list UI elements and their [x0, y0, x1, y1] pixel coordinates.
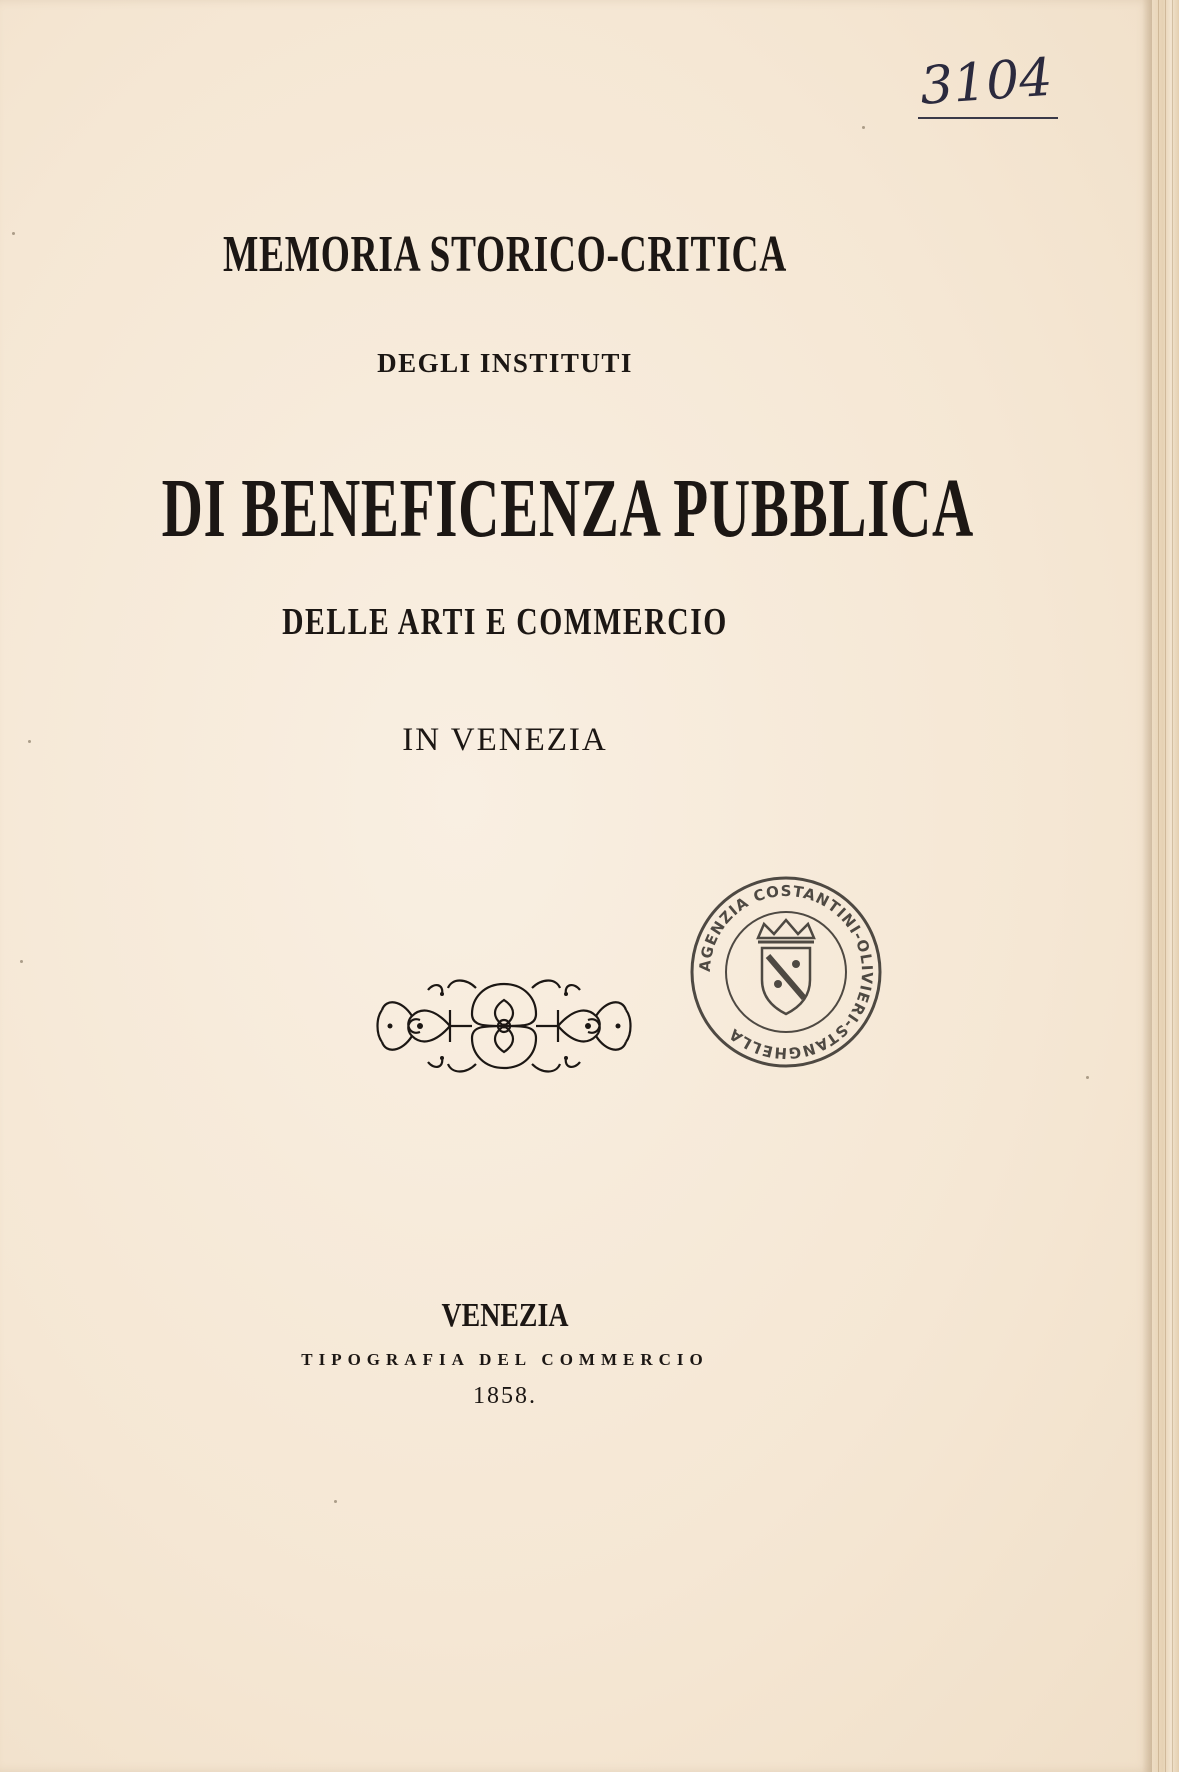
paper-speck: [12, 232, 15, 235]
floral-vignette-icon: [372, 970, 636, 1082]
page-fold-shadow: [1142, 0, 1152, 1772]
imprint-city: VENEZIA: [441, 1297, 569, 1334]
shelfmark-handwritten: 3104: [918, 47, 1055, 117]
page-edge-line: [1158, 0, 1159, 1772]
imprint-printer: TIPOGRAFIA DEL COMMERCIO: [301, 1350, 709, 1369]
library-stamp-icon: [686, 872, 886, 1072]
imprint-year: 1858.: [473, 1383, 537, 1409]
paper-speck: [862, 126, 865, 129]
page-edges: [1152, 0, 1179, 1772]
paper-speck: [334, 1500, 337, 1503]
title-line-3: DI BENEFICENZA PUBBLICA: [161, 462, 974, 555]
title-line-1: MEMORIA STORICO-CRITICA: [222, 226, 788, 283]
page-edge-line: [1172, 0, 1173, 1772]
svg-text:AGENZIA COSTANTINI-OLIVIERI-ST: [696, 882, 876, 1062]
title-line-4: DELLE ARTI E COMMERCIO: [282, 601, 728, 643]
stamp-text: AGENZIA COSTANTINI-OLIVIERI-STANGHELLA: [695, 881, 877, 1063]
paper-speck: [1086, 1076, 1089, 1079]
shelfmark-underline: [918, 117, 1058, 119]
page-edge-line: [1165, 0, 1166, 1772]
title-line-5: IN VENEZIA: [402, 722, 608, 758]
title-line-2: DEGLI INSTITUTI: [377, 348, 633, 378]
paper-speck: [20, 960, 23, 963]
paper-speck: [28, 740, 31, 743]
